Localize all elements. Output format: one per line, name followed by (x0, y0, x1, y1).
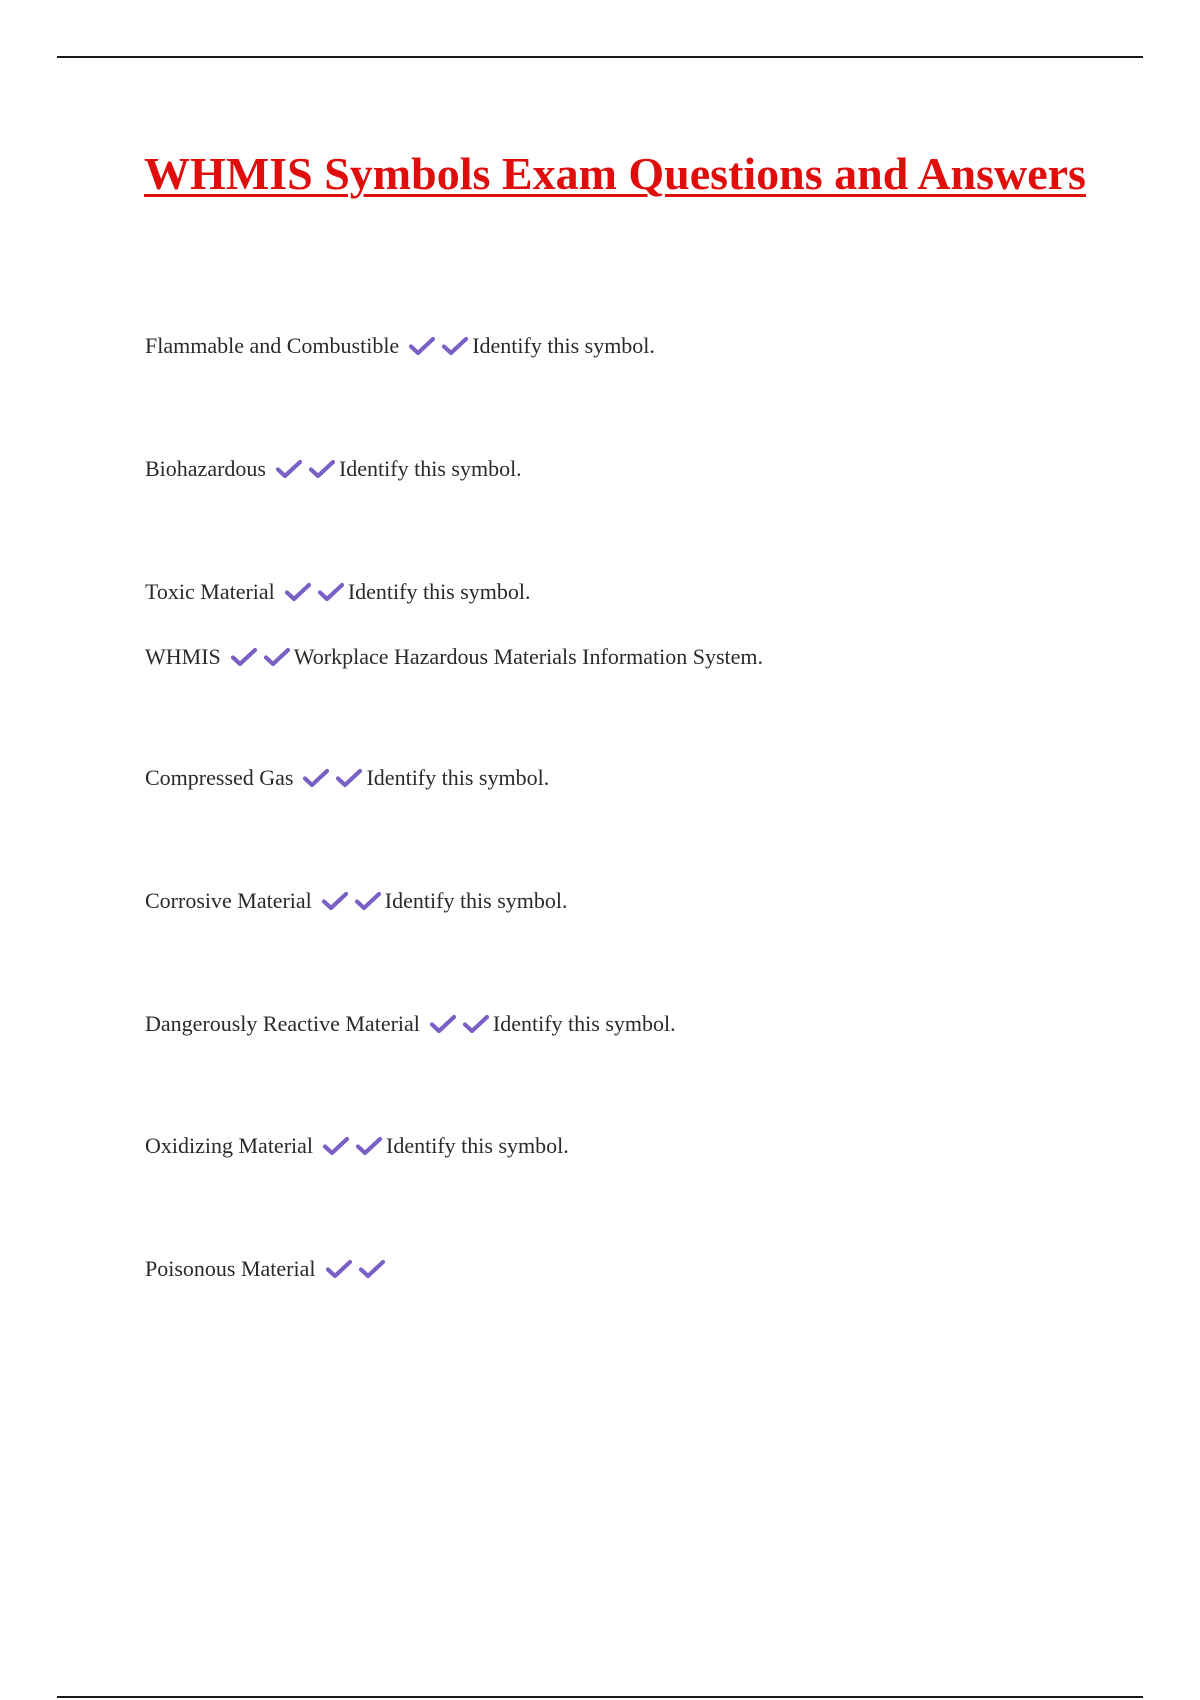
check-pair (322, 890, 381, 912)
qa-term: Flammable and Combustible (145, 333, 400, 358)
qa-term: Oxidizing Material (145, 1133, 314, 1158)
qa-item (145, 1010, 676, 1038)
qa-item (145, 887, 568, 915)
qa-answer: Identify this symbol. (492, 1011, 676, 1036)
qa-answer: Identify this symbol. (386, 1133, 569, 1158)
qa-term: Compressed Gas (145, 765, 294, 790)
check-pair (323, 1135, 382, 1157)
qa-answer: Identify this symbol. (384, 888, 568, 913)
qa-answer: Identify this symbol. (366, 765, 550, 790)
check-mark-icon (276, 458, 302, 480)
qa-item (145, 764, 549, 792)
check-mark-icon (359, 1258, 385, 1280)
check-mark-icon (323, 1135, 349, 1157)
check-pair (430, 1013, 489, 1035)
check-pair (303, 767, 362, 789)
check-mark-icon (442, 335, 468, 357)
check-mark-icon (231, 646, 257, 668)
page-title: WHMIS Symbols Exam Questions and Answers (144, 148, 1086, 199)
check-mark-icon (355, 890, 381, 912)
top-rule (57, 56, 1143, 58)
check-mark-icon (264, 646, 290, 668)
qa-term: Corrosive Material (145, 888, 312, 913)
qa-answer: Workplace Hazardous Materials Information System. (293, 644, 764, 669)
check-pair (231, 646, 290, 668)
qa-answer: Identify this symbol. (338, 456, 522, 481)
check-pair (409, 335, 468, 357)
check-mark-icon (356, 1135, 382, 1157)
qa-term: Biohazardous (145, 456, 266, 481)
qa-answer: Identify this symbol. (347, 579, 531, 604)
check-mark-icon (318, 581, 344, 603)
qa-item (145, 578, 531, 606)
check-pair (326, 1258, 385, 1280)
bottom-rule (57, 1696, 1143, 1698)
qa-item (145, 455, 522, 483)
check-mark-icon (303, 767, 329, 789)
check-mark-icon (285, 581, 311, 603)
qa-item (145, 643, 763, 671)
check-mark-icon (409, 335, 435, 357)
qa-term: Poisonous Material (145, 1256, 316, 1281)
check-mark-icon (309, 458, 335, 480)
check-pair (276, 458, 335, 480)
check-pair (285, 581, 344, 603)
qa-item (145, 1255, 389, 1283)
qa-term: Dangerously Reactive Material (145, 1011, 420, 1036)
check-mark-icon (336, 767, 362, 789)
qa-term: WHMIS (145, 644, 221, 669)
check-mark-icon (430, 1013, 456, 1035)
qa-item (145, 332, 655, 360)
qa-term: Toxic Material (145, 579, 275, 604)
check-mark-icon (322, 890, 348, 912)
check-mark-icon (326, 1258, 352, 1280)
check-mark-icon (463, 1013, 489, 1035)
qa-answer: Identify this symbol. (472, 333, 655, 358)
qa-item (145, 1132, 569, 1160)
